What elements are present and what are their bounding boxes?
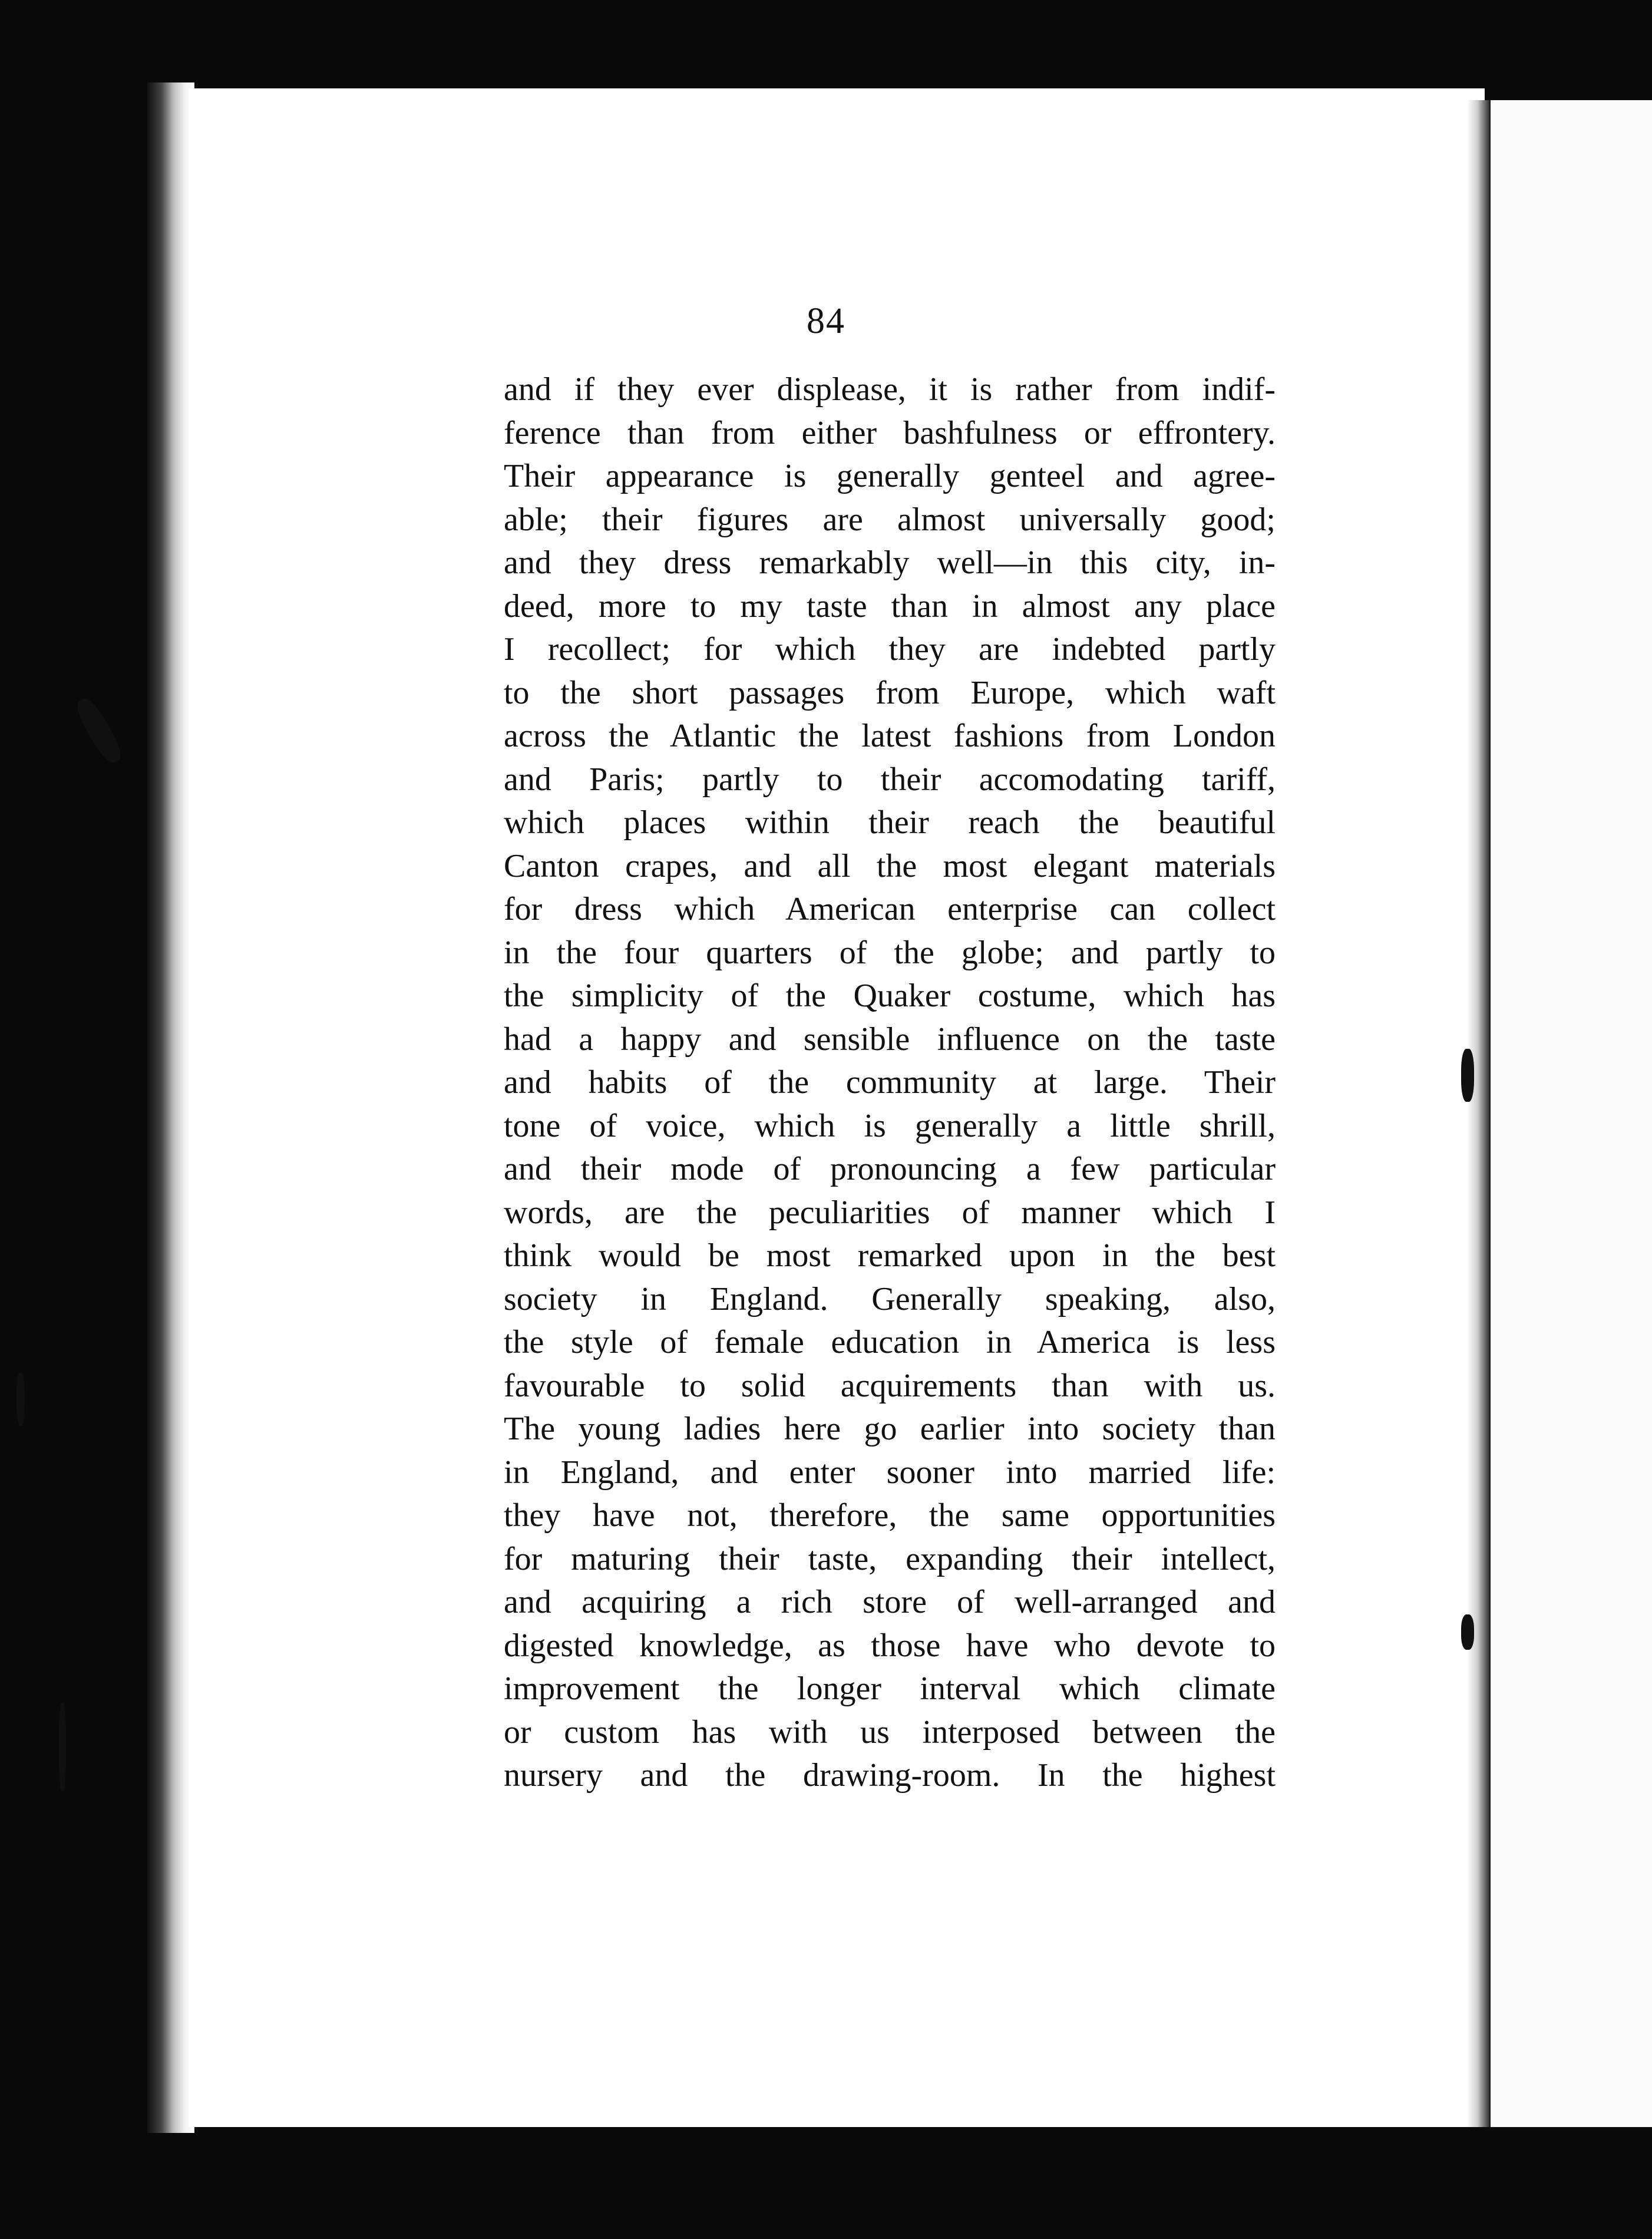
text-line: and their mode of pronouncing a few particular <box>504 1151 1276 1187</box>
text-line: deed, more to my taste than in almost any place <box>504 587 1276 625</box>
text-line: improvement the longer interval which climate <box>504 1670 1276 1707</box>
text-line: tone of voice, which is generally a little shrill, <box>504 1107 1276 1144</box>
text-line: able; their figures are almost universally good; <box>504 501 1276 538</box>
text-line: which places within their reach the beautiful <box>504 804 1276 841</box>
text-line: and habits of the community at large. Their <box>504 1064 1276 1101</box>
text-line: the simplicity of the Quaker costume, which has <box>504 978 1276 1014</box>
text-line: The young ladies here go earlier into society than <box>504 1411 1276 1447</box>
text-line: and acquiring a rich store of well-arranged and <box>504 1584 1276 1620</box>
text-line: in England, and enter sooner into married life: <box>504 1454 1276 1491</box>
text-line: for maturing their taste, expanding their intellect, <box>504 1540 1276 1577</box>
scan-speck <box>59 1703 66 1791</box>
scan-speck <box>1461 1049 1474 1102</box>
text-line: across the Atlantic the latest fashions from London <box>504 718 1276 754</box>
text-line: or custom has with us interposed between the <box>504 1713 1276 1751</box>
text-line: ference than from either bashfulness or effrontery. <box>504 414 1276 451</box>
text-line: and Paris; partly to their accomodating tariff, <box>504 761 1276 798</box>
text-line: I recollect; for which they are indebted partly <box>504 631 1276 668</box>
text-line: think would be most remarked upon in the best <box>504 1237 1276 1274</box>
book-spine-edge <box>147 82 194 2133</box>
body-text <box>504 368 1276 1798</box>
text-line: favourable to solid acquirements than with us. <box>504 1367 1276 1404</box>
text-line: to the short passages from Europe, which waft <box>504 674 1276 711</box>
text-line: for dress which American enterprise can collect <box>504 891 1276 927</box>
text-line: Their appearance is generally genteel and agree- <box>504 458 1276 494</box>
text-line: in the four quarters of the globe; and partly to <box>504 934 1276 971</box>
facing-page-edge <box>1491 100 1652 2127</box>
text-line: society in England. Generally speaking, also, <box>504 1280 1276 1317</box>
scan-speck <box>1461 1614 1474 1650</box>
text-line: and they dress remarkably well—in this city, in- <box>504 544 1276 581</box>
text-line: digested knowledge, as those have who devote to <box>504 1627 1276 1664</box>
scan-speck <box>16 1373 25 1426</box>
text-line: had a happy and sensible influence on the taste <box>504 1021 1276 1058</box>
page-number: 84 <box>807 301 845 341</box>
text-line: words, are the peculiarities of manner which I <box>504 1194 1276 1231</box>
text-line: nursery and the drawing-room. In the highest <box>504 1757 1276 1794</box>
text-line: they have not, therefore, the same opportunities <box>504 1497 1276 1534</box>
text-line: Canton crapes, and all the most elegant materials <box>504 847 1276 884</box>
text-line: the style of female education in America is less <box>504 1324 1276 1360</box>
text-line: and if they ever displease, it is rather from indif- <box>504 371 1276 408</box>
page-gutter <box>1438 100 1491 2127</box>
